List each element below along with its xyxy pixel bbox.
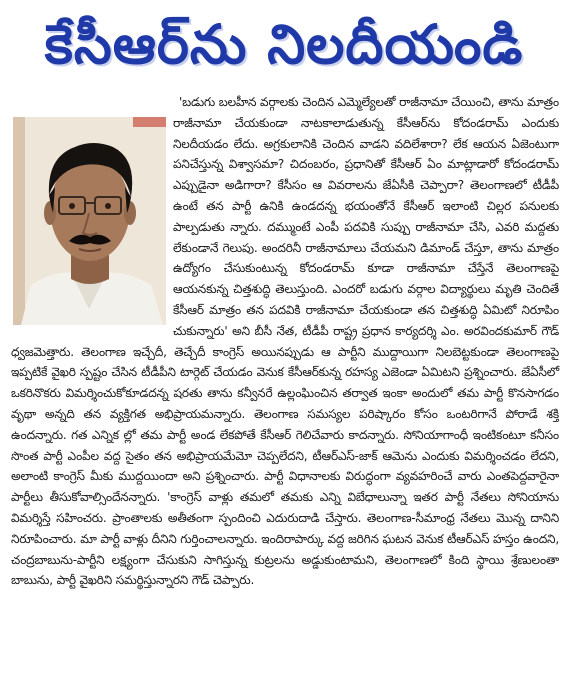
- photo-wrap-spacer: [11, 92, 173, 328]
- headline: కేసీఆర్‌ను నిలదీయండి: [44, 13, 524, 76]
- article-paragraph: 'బడుగు బలహీన వర్గాలకు చెందిన ఎమ్మెల్యేలతో రాజీనామా చేయించి, తాను మాత్రం రాజీనామా చేయకుండా నాటకాలాడుతున్న కేసీఆర్‌ను కోదండరామ్‌ ఎందుకు నిలదీయడం లేదు. అగ్రకులానికి చెందిన వాడని వదిలేశారా? లేక ఆయన ఏజెంటుగా పనిచేస్తున్న విశ్వాసమా? చిదంబరం, ప్రధానితో కేసీఆర్‌ ఏం మాట్లాడారో కోదండరామ్‌ ఎప్పుడైనా అడిగారా? కేసీసం ఆ వివరాలను జేఏసీకి చెప్పారా? తెలంగాణలో టీడీపీ ఉంటే తన పార్టీ ఉనికి ఉండదన్న భయంతోనే కేసీఆర్‌ ఇలాంటి చిల్లర పనులకు పాల్పడుతు న్నారు. దమ్ముంటే ఎంపీ పదవికి సుప్పు రాజీనామా చేసి, ఎవరి మద్దతు లేకుండానే గెలుపు. అందరినీ రాజీనామాలు చేయమని డిమాండ్‌ చేస్తూ, తాను మాత్రం ఉద్యోగం చేసుకుంటున్న కోదండరామ్‌ కూడా రాజీనామా చేస్తేనే తెలంగాణపై ఆయనకున్న చిత్తశుద్ధి తెలుస్తుంది. ఎందరో బడుగు వర్గాల విద్యార్థులు మృతి చెందితే కేసీఆర్‌ మాత్రం తన పదవికి రాజీనామా చేయకుండా తన చిత్తశుద్ధి ఏమిటో నిరూపిం చుకున్నారు' అని బీసీ నేత, టీడీపీ రాష్ట్ర ప్రధాన కార్యదర్శి ఎం. అరవిందకుమార్‌ గౌడ్‌ ధ్వజమెత్తారు. తెలంగాణ ఇచ్చేదీ, తెచ్చేదీ కాంగ్రెస్‌ అయినప్పుడు ఆ పార్టీని ముద్దాయిగా నిలబెట్టకుండా తెలంగాణపై ఇప్పటికే వైఖరి స్పష్టం చేసిన టీడీపీని టార్గెట్‌ చేయడం వెనుక కేసీఆర్‌కున్న రహస్య ఎజెండా ఏమిటని ప్రశ్నించారు. జేఏసీలో ఒకరినొకరు విమర్శించుకోకూడదన్న షరతు తాను కన్వీనరే ఉల్లంఘించిన తర్వాత ఇంకా అందులో తమ పార్టీ కొనసాగడం వృథా అన్నది తన వ్యక్తిగత అభిప్రాయమన్నారు. తెలంగాణ సమస్యల పరిష్కారం కోసం ఒంటరిగానే పోరాడే శక్తి ఉందన్నారు. గత ఎన్నిక ల్లో తమ పార్టీ అండ లేకపోతే కేసీఆర్‌ గెలిచేవారు కాదన్నారు. సోనియాగాంధీ ఇంటికంటూ కనీసం సొంత పార్టీ ఎంపీల వద్ద సైతం తన అభిప్రాయమేమో చెప్పలేదని, టీఆర్‌ఎస్‌-జాక్‌ ఆమెను ఎందుకు విమర్శించడం లేదని, అలాంటి కాంగ్రెస్‌ మీకు ముద్దయిందా అని ప్రశ్నించారు. పార్టీ విధానాలకు విరుద్ధంగా వ్యవహరించే వారు ఎంతపెద్దవారైనా పార్టీలు తీసుకోవాల్సిందేనన్నారు. 'కాంగ్రెస్‌ వాళ్లు తమలో తమకు ఎన్ని విబేధాలున్నా ఇతర పార్టీ నేతలు సోనియాను విమర్శిస్తే సహించరు. ప్రాంతాలకు అతీతంగా స్పందించి ఎదురుదాడి చేస్తారు. తెలంగాణ-సీమాంధ్ర నేతలు మొన్న దానిని నిరూపించారు. మా పార్టీ వాళ్లు దీనిని గుర్తించాలన్నారు. ఇందిరాపార్కు వద్ద జరిగిన ఘటన వెనుక టీఆర్‌ఎస్‌ హస్తం ఉందని, చంద్రబాబును-పార్టీని లక్ష్యంగా చేసుకుని సాగిస్తున్న కుట్రలను అడ్డుకుంటామని, తెలంగాణలో కింది స్థాయి శ్రేణులంతా బాబును, పార్టీ వైఖరిని సమర్థిస్తున్నారని గౌడ్‌ చెప్పారు.: [11, 95, 559, 588]
- article-body: [11, 92, 559, 591]
